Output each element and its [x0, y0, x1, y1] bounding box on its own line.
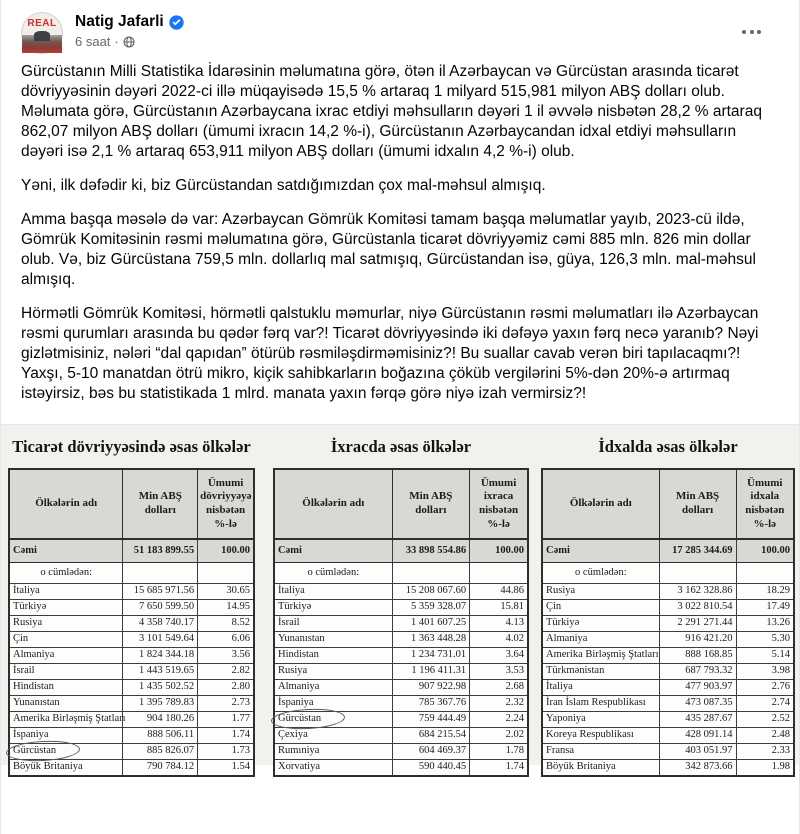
percent-cell: 100.00 — [198, 539, 254, 563]
table-header-row — [274, 469, 528, 539]
value-cell: 604 469.37 — [392, 744, 469, 760]
table-row — [274, 584, 528, 600]
table-row — [9, 696, 254, 712]
country-cell: Türkiyə — [274, 600, 392, 616]
avatar-photo-scene — [22, 35, 62, 53]
country-cell: Böyük Britaniya — [542, 760, 659, 777]
table-row — [274, 600, 528, 616]
stats-table-container — [541, 468, 795, 777]
country-cell: Rumıniya — [274, 744, 392, 760]
value-cell: 907 922.98 — [392, 680, 469, 696]
country-cell: Çin — [542, 600, 659, 616]
value-cell: 888 506.11 — [123, 728, 198, 744]
percent-cell: 2.76 — [736, 680, 794, 696]
country-cell: Çexiya — [274, 728, 392, 744]
table-row — [9, 664, 254, 680]
country-cell: Almaniya — [542, 632, 659, 648]
table-row — [542, 680, 794, 696]
country-cell: Yaponiya — [542, 712, 659, 728]
post-paragraph: Gürcüstanın Milli Statistika İdarəsinin məlumatına görə, ötən il Azərbaycan və Gürcüstan arasında ticarət dövriyyəsinin dəyəri 2022-ci illə müqayisədə 15,5 % artaraq 1 milyard 515,981 milyon ABŞ dolları olub. Məlumata görə, Gürcüstanın Azərbaycana ixrac etdiyi məhsulların dəyəri 1 il əvvələ nisbətən 28,2 % artaraq 862,07 milyon ABŞ dolları (ümumi ixracın 14,2 %-i), Gürcüstanın Azərbaycandan idxal etdiyi məhsulların dəyəri isə 2,1 % artaraq 653,911 milyon ABŞ dolları (ümumi idxalın 4,2 %-i) olub. — [21, 63, 762, 160]
percent-cell: 18.29 — [736, 584, 794, 600]
country-cell: Çin — [9, 632, 123, 648]
percent-cell: 3.64 — [470, 648, 528, 664]
value-cell: 785 367.76 — [392, 696, 469, 712]
percent-cell: 3.53 — [470, 664, 528, 680]
value-cell: 885 826.07 — [123, 744, 198, 760]
table-row — [9, 760, 254, 777]
value-cell: 1 824 344.18 — [123, 648, 198, 664]
percent-cell: 100.00 — [470, 539, 528, 563]
column-header: Ümumi idxala nisbətən %-lə — [736, 469, 794, 539]
globe-icon — [123, 36, 135, 48]
country-cell: Cəmi — [9, 539, 123, 563]
value-cell: 4 358 740.17 — [123, 616, 198, 632]
table-row — [542, 616, 794, 632]
table-header-row — [9, 469, 254, 539]
country-cell: İsrail — [9, 664, 123, 680]
country-cell: Amerika Birləşmiş Ştatları — [9, 712, 123, 728]
percent-cell — [470, 563, 528, 584]
more-options-button[interactable] — [734, 22, 769, 42]
stats-table-container — [8, 468, 255, 777]
table-row — [542, 728, 794, 744]
table-row — [542, 696, 794, 712]
value-cell: 428 091.14 — [659, 728, 736, 744]
column-header: Ölkələrin adı — [9, 469, 123, 539]
percent-cell — [736, 563, 794, 584]
country-cell: o cümlədən: — [542, 563, 659, 584]
column-header: Min ABŞ dolları — [392, 469, 469, 539]
percent-cell: 14.95 — [198, 600, 254, 616]
table-title: İdxalda əsas ölkələr — [598, 437, 738, 456]
author-name-row — [75, 12, 734, 32]
percent-cell: 44.86 — [470, 584, 528, 600]
country-cell-circled: Gürcüstan — [274, 712, 392, 728]
percent-cell: 5.14 — [736, 648, 794, 664]
value-cell: 684 215.54 — [392, 728, 469, 744]
ellipsis-icon — [742, 30, 746, 34]
percent-cell: 2.02 — [470, 728, 528, 744]
value-cell: 17 285 344.69 — [659, 539, 736, 563]
total-row — [274, 539, 528, 563]
stats-table-container — [273, 468, 529, 777]
percent-cell: 2.48 — [736, 728, 794, 744]
country-cell: o cümlədən: — [274, 563, 392, 584]
value-cell: 15 685 971.56 — [123, 584, 198, 600]
percent-cell: 2.74 — [736, 696, 794, 712]
country-cell: İspaniya — [9, 728, 123, 744]
table-row — [542, 648, 794, 664]
country-cell: İspaniya — [274, 696, 392, 712]
percent-cell: 1.78 — [470, 744, 528, 760]
table-row — [9, 600, 254, 616]
percent-cell: 1.74 — [470, 760, 528, 777]
post-text — [1, 56, 799, 424]
value-cell: 7 650 599.50 — [123, 600, 198, 616]
post-paragraph: Hörmətli Gömrük Komitəsi, hörmətli qalstuklu məmurlar, niyə Gürcüstanın rəsmi məlumatları ilə Azərbaycan rəsmi qurumları arasında bu qədər fərq var?! Ticarət dövriyyəsində iki dəfəyə yaxın fərq necə yaranıb? Nəyi gizlətmisiniz, nələri “dal qapıdan” ötürüb rəsmiləşdirməmisiniz?! Bu suallar cavab verən biri tapılacaqmı?! Yaxşı, 5-10 manatdan ötrü mikro, kiçik sahibkarların boğazına çöküb vergilərini 5%-dən 20%-ə artırmaq istəyirsiz, bəs bu statistikada 1 mlrd. manata yaxın fərqə görə niyə izah vermirsiz?! — [21, 305, 759, 402]
percent-cell: 2.24 — [470, 712, 528, 728]
post-paragraph: Yəni, ilk dəfədir ki, biz Gürcüstandan satdığımızdan çox mal-məhsul almışıq. — [21, 177, 546, 194]
table-row — [9, 728, 254, 744]
value-cell: 759 444.49 — [392, 712, 469, 728]
value-cell: 1 196 411.31 — [392, 664, 469, 680]
table-row — [9, 680, 254, 696]
table-row — [274, 712, 528, 728]
percent-cell: 5.30 — [736, 632, 794, 648]
percent-cell: 2.73 — [198, 696, 254, 712]
value-cell: 1 234 731.01 — [392, 648, 469, 664]
table-row — [542, 600, 794, 616]
table-row — [274, 744, 528, 760]
country-cell: Yunanıstan — [9, 696, 123, 712]
country-cell: Amerika Birləşmiş Ştatları — [542, 648, 659, 664]
table-row — [9, 584, 254, 600]
scan-tables — [1, 468, 799, 777]
avatar-real-logo: REAL — [27, 18, 57, 29]
table-row — [9, 744, 254, 760]
percent-cell: 4.02 — [470, 632, 528, 648]
country-cell: Rusiya — [542, 584, 659, 600]
column-header: Min ABŞ dolları — [659, 469, 736, 539]
country-cell: Rusiya — [9, 616, 123, 632]
value-cell: 916 421.20 — [659, 632, 736, 648]
value-cell: 590 440.45 — [392, 760, 469, 777]
value-cell — [659, 563, 736, 584]
country-cell: Türkiyə — [9, 600, 123, 616]
country-cell: Rusiya — [274, 664, 392, 680]
percent-cell: 1.77 — [198, 712, 254, 728]
value-cell: 1 401 607.25 — [392, 616, 469, 632]
percent-cell: 2.33 — [736, 744, 794, 760]
value-cell: 33 898 554.86 — [392, 539, 469, 563]
country-cell: o cümlədən: — [9, 563, 123, 584]
country-cell: İtaliya — [274, 584, 392, 600]
post-header-main — [75, 12, 734, 49]
column-header: Ümumi dövriyyəyə nisbətən %-lə — [198, 469, 254, 539]
table-row — [274, 648, 528, 664]
column-header: Ümumi ixraca nisbətən %-lə — [470, 469, 528, 539]
table-row — [542, 744, 794, 760]
subheader-row — [542, 563, 794, 584]
post-paragraph: Amma başqa məsələ də var: Azərbaycan Gömrük Komitəsi tamam başqa məlumatlar yayıb, 2023-cü ildə, Gömrük Komitəsinin rəsmi məlumatına görə, Gürcüstanla ticarət dövriyyəmiz cəmi 885 mln. 826 min dollar olub. Və, biz Gürcüstana 759,5 mln. dollarlıq mal satmışıq, Gürcüstandan isə, güya, 126,3 mln. mal-məhsul almışıq. — [21, 211, 756, 288]
percent-cell: 17.49 — [736, 600, 794, 616]
country-cell: Hindistan — [274, 648, 392, 664]
table-row — [9, 712, 254, 728]
table-title: Ticarət dövriyyəsində əsas ölkələr — [12, 437, 251, 456]
country-cell: Böyük Britaniya — [9, 760, 123, 777]
stats-table — [541, 468, 795, 777]
value-cell: 2 291 271.44 — [659, 616, 736, 632]
percent-cell: 2.32 — [470, 696, 528, 712]
percent-cell: 3.98 — [736, 664, 794, 680]
percent-cell: 1.98 — [736, 760, 794, 777]
percent-cell: 15.81 — [470, 600, 528, 616]
stats-table — [8, 468, 255, 777]
table-title: İxracda əsas ölkələr — [330, 437, 472, 456]
column-header: Ölkələrin adı — [274, 469, 392, 539]
stats-table — [273, 468, 529, 777]
value-cell: 3 101 549.64 — [123, 632, 198, 648]
country-cell: Hindistan — [9, 680, 123, 696]
percent-cell: 2.80 — [198, 680, 254, 696]
table-row — [274, 664, 528, 680]
value-cell: 3 022 810.54 — [659, 600, 736, 616]
percent-cell: 2.52 — [736, 712, 794, 728]
table-row — [542, 584, 794, 600]
value-cell: 888 168.85 — [659, 648, 736, 664]
post-meta-row[interactable] — [75, 34, 734, 49]
value-cell: 5 359 328.07 — [392, 600, 469, 616]
value-cell: 1 395 789.83 — [123, 696, 198, 712]
country-cell: İran İslam Respublikası — [542, 696, 659, 712]
percent-cell: 100.00 — [736, 539, 794, 563]
value-cell: 1 443 519.65 — [123, 664, 198, 680]
timestamp[interactable]: 6 saat — [75, 34, 111, 49]
verified-badge-icon — [169, 15, 184, 30]
country-cell: Cəmi — [274, 539, 392, 563]
value-cell — [123, 563, 198, 584]
author-name[interactable]: Natig Jafarli — [75, 13, 164, 30]
value-cell: 904 180.26 — [123, 712, 198, 728]
table-row — [542, 664, 794, 680]
percent-cell: 3.56 — [198, 648, 254, 664]
column-header: Min ABŞ dolları — [123, 469, 198, 539]
country-cell: İsrail — [274, 616, 392, 632]
value-cell: 477 903.97 — [659, 680, 736, 696]
percent-cell: 4.13 — [470, 616, 528, 632]
value-cell: 51 183 899.55 — [123, 539, 198, 563]
value-cell: 342 873.66 — [659, 760, 736, 777]
subheader-row — [9, 563, 254, 584]
percent-cell: 2.82 — [198, 664, 254, 680]
country-cell: Cəmi — [542, 539, 659, 563]
statistics-image-attachment[interactable] — [1, 424, 799, 773]
percent-cell — [198, 563, 254, 584]
percent-cell: 30.65 — [198, 584, 254, 600]
table-row — [9, 648, 254, 664]
table-row — [274, 728, 528, 744]
country-cell: Xorvatiya — [274, 760, 392, 777]
meta-separator: · — [114, 34, 119, 49]
table-row — [274, 760, 528, 777]
table-row — [9, 616, 254, 632]
percent-cell: 1.74 — [198, 728, 254, 744]
country-cell: Yunanıstan — [274, 632, 392, 648]
country-cell: İtaliya — [9, 584, 123, 600]
percent-cell: 1.54 — [198, 760, 254, 777]
country-cell: Koreya Respublikası — [542, 728, 659, 744]
percent-cell: 6.06 — [198, 632, 254, 648]
table-row — [542, 760, 794, 777]
table-row — [274, 696, 528, 712]
country-cell: Almaniya — [9, 648, 123, 664]
value-cell: 403 051.97 — [659, 744, 736, 760]
subheader-row — [274, 563, 528, 584]
value-cell: 790 784.12 — [123, 760, 198, 777]
table-row — [274, 616, 528, 632]
value-cell: 435 287.67 — [659, 712, 736, 728]
table-row — [542, 632, 794, 648]
table-header-row — [542, 469, 794, 539]
table-row — [9, 632, 254, 648]
value-cell — [392, 563, 469, 584]
country-cell: Türkiyə — [542, 616, 659, 632]
percent-cell: 2.68 — [470, 680, 528, 696]
total-row — [542, 539, 794, 563]
country-cell: Fransa — [542, 744, 659, 760]
value-cell: 1 435 502.52 — [123, 680, 198, 696]
table-row — [274, 680, 528, 696]
percent-cell: 8.52 — [198, 616, 254, 632]
value-cell: 15 208 067.60 — [392, 584, 469, 600]
country-cell: İtaliya — [542, 680, 659, 696]
value-cell: 687 793.32 — [659, 664, 736, 680]
avatar[interactable] — [21, 12, 63, 54]
country-cell-circled: Gürcüstan — [9, 744, 123, 760]
post-header — [1, 0, 799, 56]
country-cell: Türkmənistan — [542, 664, 659, 680]
scan-titles — [1, 425, 799, 457]
table-row — [274, 632, 528, 648]
value-cell: 3 162 328.86 — [659, 584, 736, 600]
table-row — [542, 712, 794, 728]
percent-cell: 13.26 — [736, 616, 794, 632]
country-cell: Almaniya — [274, 680, 392, 696]
value-cell: 1 363 448.28 — [392, 632, 469, 648]
column-header: Ölkələrin adı — [542, 469, 659, 539]
total-row — [9, 539, 254, 563]
percent-cell: 1.73 — [198, 744, 254, 760]
value-cell: 473 087.35 — [659, 696, 736, 712]
